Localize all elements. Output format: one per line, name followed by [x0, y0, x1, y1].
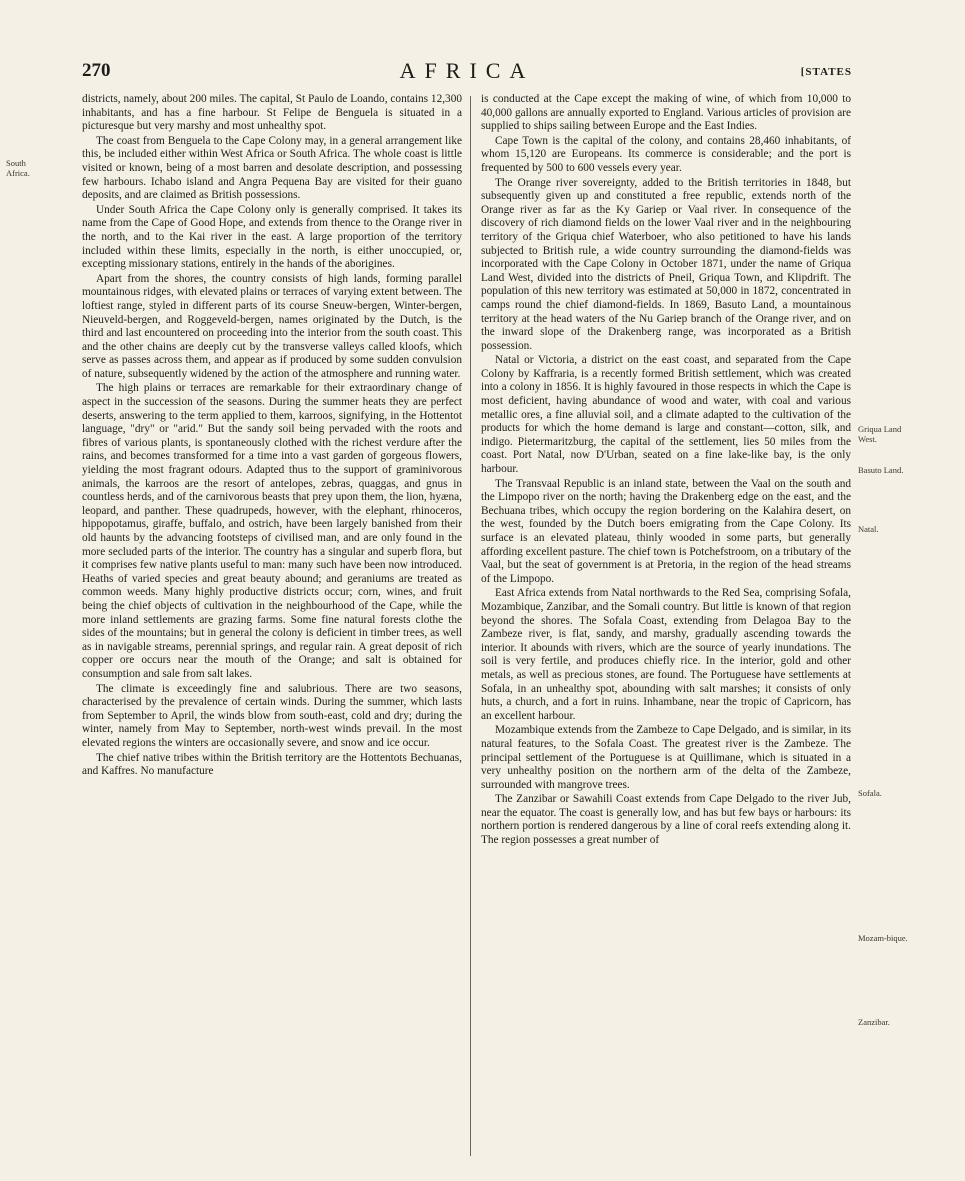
- paragraph: Apart from the shores, the country consists of high lands, forming parallel mountainous ridges, with elevated plains or terraces of varying extent between. The loftiest range, styled in different parts of its course Sneuw-bergen, Winter-bergen, Nieuveld-bergen, and Roggeveld-bergen, names originated by the Dutch, is the third and last encountered on proceeding into the interior from the south coast. This and the other chains are deeply cut by the transverse valleys called kloofs, which serve as passes across them, and appear as if produced by some sudden convulsion of nature, subsequently widened by the action of the atmosphere and running water.: [82, 272, 462, 380]
- paragraph: The high plains or terraces are remarkable for their extraordinary change of aspect in the succession of the seasons. During the summer heats they are perfect deserts, answering to the term applied to them, karroos, signifying, in the Hottentot language, "dry" or "arid." But the sandy soil being pervaded with the roots and fibres of various plants, is spontaneously clothed with the richest verdure after the rains, and becomes transformed for a time into a vast garden of gorgeous flowers, yielding the most fragrant odours. Adapted thus to the support of graminivorous animals, the karroos are the resort of antelopes, zebras, quaggas, and gnus in countless herds, and of the carnivorous beasts that prey upon them, the lion, hyæna, leopard, and panther. These quadrupeds, however, with the elephant, rhinoceros, hippopotamus, giraffe, buffalo, and ostrich, have been largely banished from their old haunts by the advancing footsteps of civilised man, and are only found in the more secluded parts of the interior. The country has a singular and superb flora, but it comprises few native plants useful to man: many such have been now introduced. Heaths of varied species and great beauty abound; and geraniums are treated as common weeds. Many highly productive districts occur; corn, wines, and fruit being the chief objects of cultivation in the neighbourhood of the Cape, while the more inland settlements are grazing farms. Some fine natural forests clothe the sides of the mountains; but in general the colony is deficient in timber trees, as well as in navigable streams, perennial springs, and regular rain. A great deposit of rich copper ore occurs near the mouth of the Orange; and salt is obtained for consumption and sale from salt lakes.: [82, 382, 462, 680]
- margin-note-griqua: Griqua Land West.: [858, 424, 902, 444]
- margin-note-zanzibar: Zanzibar.: [858, 1017, 890, 1027]
- margin-note-south-africa: South Africa.: [6, 158, 30, 178]
- paragraph: Natal or Victoria, a district on the east coast, and separated from the Cape Colony by Kaffraria, is a recently formed British settlement, which was created into a colony in 1856. It is highly favoured in those respects in which the Cape is most deficient, having abundance of wood and water, with coal and various metallic ores, a fine alluvial soil, and a climate adapted to the cultivation of the products for which the home demand is large and constant—cotton, silk, and indigo. Pietermaritzburg, the capital of the settlement, lies 50 miles from the coast. Port Natal, now D'Urban, seated on a fine lake-like bay, is the only harbour.: [481, 354, 851, 476]
- margin-note-sofala: Sofala.: [858, 788, 882, 798]
- paragraph: The coast from Benguela to the Cape Colony may, in a general arrangement like this, be included either within West Africa or South Africa. The whole coast is little visited or known, being of a most barren and desolate description, and possessing few harbours. Ichabo island and Angra Pequena Bay are visited for their guano deposits, and are claimed as British possessions.: [82, 134, 462, 202]
- paragraph: The Zanzibar or Sawahili Coast extends from Cape Delgado to the river Jub, near the equator. The coast is generally low, and has but few bays or harbours: its northern portion is rendered dangerous by a line of coral reefs extending along it. The region possesses a great number of: [481, 793, 851, 847]
- margin-note-natal: Natal.: [858, 524, 879, 534]
- right-column: [481, 93, 851, 849]
- section-tag: [STATES: [800, 66, 852, 78]
- paragraph: Under South Africa the Cape Colony only is generally comprised. It takes its name from the Cape of Good Hope, and extends from thence to the Orange river in the north, and to the Kai river in the east. A large proportion of the territory included within these limits, especially in the north, is either unoccupied, or, excepting missionary stations, entirely in the hands of the aborigines.: [82, 203, 462, 271]
- page-header: [82, 58, 852, 88]
- paragraph: is conducted at the Cape except the making of wine, of which from 10,000 to 40,000 gallons are annually exported to England. Various articles of provision are supplied to ships sailing between Europe and the East Indies.: [481, 93, 851, 133]
- left-column: [82, 93, 462, 780]
- paragraph: Cape Town is the capital of the colony, and contains 28,460 inhabitants, of whom 15,120 are Europeans. Its commerce is considerable; and the port is frequented by 500 to 600 vessels every year.: [481, 134, 851, 174]
- paragraph: districts, namely, about 200 miles. The capital, St Paulo de Loando, contains 12,300 inhabitants, and has a fine harbour. St Felipe de Benguela is situated in a picturesque but very marshy and most unhealthy spot.: [82, 93, 462, 133]
- margin-note-basuto: Basuto Land.: [858, 465, 904, 475]
- column-rule: [470, 96, 471, 1156]
- paragraph: The climate is exceedingly fine and salubrious. There are two seasons, characterised by the prevalence of certain winds. During the summer, which lasts from September to April, the winds blow from south-east, cold and dry; during the winter, namely from May to September, north-west winds prevail. In the most elevated regions the winters are occasionally severe, and snow and ice occur.: [82, 682, 462, 749]
- paragraph: The Transvaal Republic is an inland state, between the Vaal on the south and the Limpopo river on the north; having the Drakenberg edge on the east, and the Bechuana tribes, which occupy the region bordering on the Kalahira desert, on the west, founded by the Dutch boers emigrating from the Cape Colony. Its surface is an elevated plateau, thinly wooded in some parts, but generally affording excellent pasture. The chief town is Potchefstroom, on a tributary of the Vaal, but the seat of government is at Pretoria, in the region of the head streams of the Limpopo.: [481, 477, 851, 585]
- running-title: AFRICA: [399, 58, 535, 83]
- paragraph: Mozambique extends from the Zambeze to Cape Delgado, and is similar, in its natural features, to the Sofala Coast. The greatest river is the Zambeze. The principal settlement of the Portuguese is at Quillimane, which is situated in a very unhealthy position on the northern arm of the delta of the Zambeze, surrounded with mangrove trees.: [481, 724, 851, 791]
- page-number: 270: [82, 60, 111, 81]
- paragraph: East Africa extends from Natal northwards to the Red Sea, comprising Sofala, Mozambique, Zanzibar, and the Somali country. But little is known of that region beyond the shores. The Sofala Coast, extending from Delagoa Bay to the Zambeze river, is flat, sandy, and marshy, gradually ascending towards the interior. It abounds with rivers, which are the source of yearly inundations. The soil is very fertile, and produces chiefly rice. In the interior, gold and other metals, as well as precious stones, are found. The Portuguese have settlements at Sofala, in an unhealthy spot, abounding with salt marshes; it consists of only huts, a church, and a fort in ruins. Inhambane, near the tropic of Capricorn, has an excellent harbour.: [481, 587, 851, 722]
- paragraph: The chief native tribes within the British territory are the Hottentots Bechuanas, and Kaffres. No manufacture: [82, 751, 462, 778]
- paragraph: The Orange river sovereignty, added to the British territories in 1848, but subsequently given up and constituted a free republic, extends north of the Orange river as far as the Ky Gariep or Vaal river. In consequence of the discovery of rich diamond fields on the lower Vaal river and in the neighbouring territory of the Griqua chief Waterboer, who also petitioned to have his lands subjected to British rule, a wide country surrounding the diamond-fields was incorporated with the Cape Colony in October 1871, under the name of Griqua Land West, divided into the districts of Pneil, Griqua Town, and Klipdrift. The population of this new territory was estimated at 50,000 in 1872, concentrated in camps round the chief diamond-fields. In 1869, Basuto Land, a mountainous territory at the head waters of the Nu Gariep branch of the Orange river, and on the inward slope of the Drakenberg range, was incorporated as a British possession.: [481, 176, 851, 352]
- margin-note-mozambique: Mozam-bique.: [858, 933, 908, 943]
